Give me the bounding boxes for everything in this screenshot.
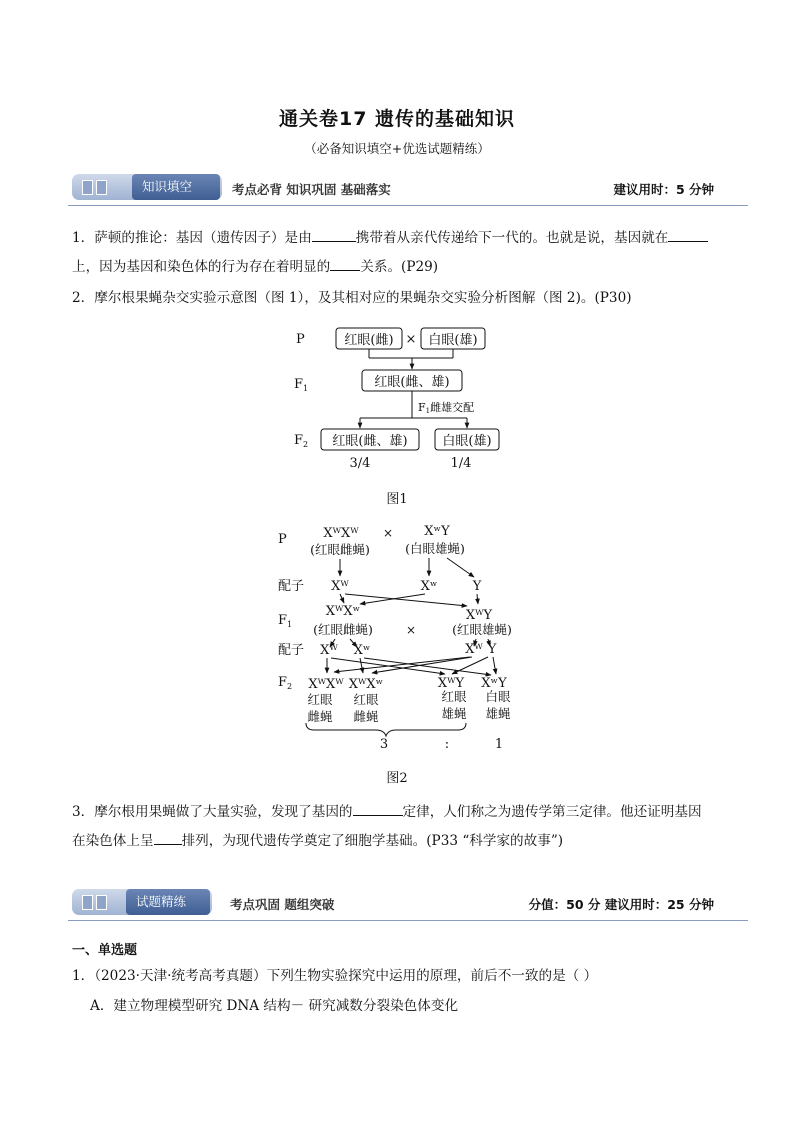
- fig2-f1-cross: ×: [405, 623, 417, 637]
- fig1-ratio-white: 1/4: [450, 456, 472, 471]
- fig2-p-female-geno: XᵂXᵂ: [323, 526, 359, 541]
- fig2-f1-male-label: (红眼雄蝇): [452, 622, 512, 637]
- fig1-f2-red: 红眼(雌、雄): [332, 434, 408, 449]
- fig2-arrow: [447, 558, 474, 577]
- fig2-p-male-geno: XʷY: [424, 524, 450, 539]
- fig2-row-f1: $F_1$: [278, 613, 293, 629]
- fig2-row-gamete2: 配子: [278, 643, 305, 658]
- fig1-row-p: P: [296, 332, 305, 347]
- figure-1: [294, 328, 499, 507]
- question-3-text-b: 定律，人们称之为遗传学第三定律。他还证明基因: [402, 804, 702, 820]
- fig2-row-p: P: [278, 532, 287, 547]
- fig2-arrow: [360, 658, 363, 673]
- fig2-f2-2-geno: XᵂXʷ: [348, 677, 384, 692]
- fig1-cross: ×: [405, 332, 417, 347]
- suggested-time: 建议用时：5 分钟: [613, 182, 714, 197]
- fig2-ratio-a: 3: [379, 737, 389, 752]
- answer-blank[interactable]: [353, 800, 403, 816]
- section-hint: 考点必背 知识巩固 基础落实: [232, 182, 391, 197]
- question-3-text-a: 3．摩尔根用果蝇做了大量实验，发现了基因的: [72, 804, 353, 820]
- mcq-1-option-a[interactable]: A．建立物理模型研究 DNA 结构－ 研究减数分裂染色体变化: [90, 998, 459, 1014]
- fig2-gamete2-a: Xᵂ: [320, 643, 338, 658]
- fig2-arrow: [345, 594, 467, 606]
- fig2-f2-1-geno: XᵂXᵂ: [308, 677, 344, 692]
- fig2-f1-female-label: (红眼雌蝇): [313, 622, 373, 637]
- fig2-gamete2-b: Xʷ: [353, 643, 371, 658]
- fig2-f2-2-l1: 红眼: [353, 692, 379, 707]
- question-3: [72, 798, 732, 856]
- fig2-gamete1-a: Xᵂ: [331, 579, 349, 594]
- mcq-1-stem: 1．（2023·天津·统考高考真题）下列生物实验探究中运用的原理，前后不一致的是（ ）: [72, 968, 598, 984]
- fig2-gamete2-c: Xᵂ: [465, 642, 483, 657]
- fig1-caption: 图1: [386, 492, 408, 507]
- question-2: 2．摩尔根果蝇杂交实验示意图（图 1），及其相对应的果蝇杂交实验分析图解（图 2)。(P30): [72, 290, 632, 306]
- fig2-row-f2: $F_2$: [278, 675, 293, 691]
- fig2-gamete1-c: Y: [472, 579, 482, 594]
- fig2-f2-2-l2: 雌蝇: [353, 709, 379, 724]
- score-and-time: 分值：50 分 建议用时：25 分钟: [528, 897, 714, 912]
- fig2-row-gamete: 配子: [278, 579, 305, 594]
- page-subtitle: （必备知识填空+优选试题精练）: [304, 141, 490, 156]
- section-tab-label: 试题精练: [126, 889, 210, 915]
- fig2-f1-male-geno: XᵂY: [465, 608, 493, 623]
- fig2-gamete1-b: Xʷ: [420, 579, 438, 594]
- fig2-p-female-label: (红眼雌蝇): [310, 542, 370, 557]
- fig1-f1: 红眼(雌、雄): [374, 375, 450, 390]
- fig2-brace: [306, 723, 466, 736]
- fig1-f1-cross-label: F1雌雄交配: [418, 401, 475, 415]
- fig2-f2-1-l2: 雌蝇: [307, 709, 333, 724]
- fig2-arrow: [340, 594, 344, 603]
- fig2-p-cross: ×: [382, 526, 394, 540]
- fig2-f2-4-l2: 雄蝇: [485, 706, 511, 721]
- fig2-f2-1-l1: 红眼: [307, 692, 333, 707]
- fig2-caption: 图2: [386, 771, 408, 786]
- fig1-ratio-red: 3/4: [349, 456, 371, 471]
- fig1-f2-white: 白眼(雄): [442, 434, 492, 449]
- fig2-f2-3-geno: XᵂY: [437, 676, 465, 691]
- question-1-text-b: 携带着从亲代传递给下一代的。也就是说，基因就在: [355, 230, 669, 246]
- question-1-text-a: 1．萨顿的推论：基因（遗传因子）是由: [72, 230, 312, 246]
- section-hint: 考点巩固 题组突破: [230, 897, 335, 912]
- books-icon: [82, 895, 112, 911]
- fig2-f2-3-l2: 雄蝇: [441, 706, 467, 721]
- question-1-text-c: 上，因为基因和染色体的行为存在着明显的: [72, 259, 331, 275]
- answer-blank[interactable]: [154, 829, 182, 845]
- question-1-text-d: 关系。(P29): [360, 259, 439, 275]
- fig2-arrow: [477, 594, 478, 604]
- section-band-practice: [68, 887, 748, 923]
- question-3-text-c: 在染色体上呈: [72, 833, 154, 849]
- fig1-p-male: 白眼(雄): [428, 333, 478, 348]
- fig2-f1-female-geno: XᵂXʷ: [325, 604, 361, 619]
- question-3-text-d: 排列，为现代遗传学奠定了细胞学基础。(P33 “科学家的故事”): [181, 833, 564, 849]
- page-title: 通关卷17 遗传的基础知识: [278, 108, 516, 130]
- fig2-f2-4-geno: XʷY: [481, 676, 507, 691]
- fig2-arrow: [493, 657, 496, 674]
- fig2-f2-4-l1: 白眼: [485, 689, 511, 704]
- fig2-gamete2-d: Y: [487, 642, 497, 657]
- fig1-row-f1: $F_1$: [294, 377, 309, 393]
- fig1-row-f2: $F_2$: [294, 433, 309, 449]
- fig2-ratio-colon: :: [444, 737, 450, 752]
- fig1-p-female: 红眼(雌): [344, 333, 394, 348]
- section-tab-label: 知识填空: [132, 174, 220, 200]
- fig2-f2-3-l1: 红眼: [441, 689, 467, 704]
- figure-2: [278, 524, 512, 786]
- fig2-ratio-b: 1: [494, 737, 504, 752]
- part-heading: 一、单选题: [72, 943, 138, 958]
- section-divider: [68, 920, 748, 921]
- fig2-p-male-label: (白眼雄蝇): [405, 541, 465, 556]
